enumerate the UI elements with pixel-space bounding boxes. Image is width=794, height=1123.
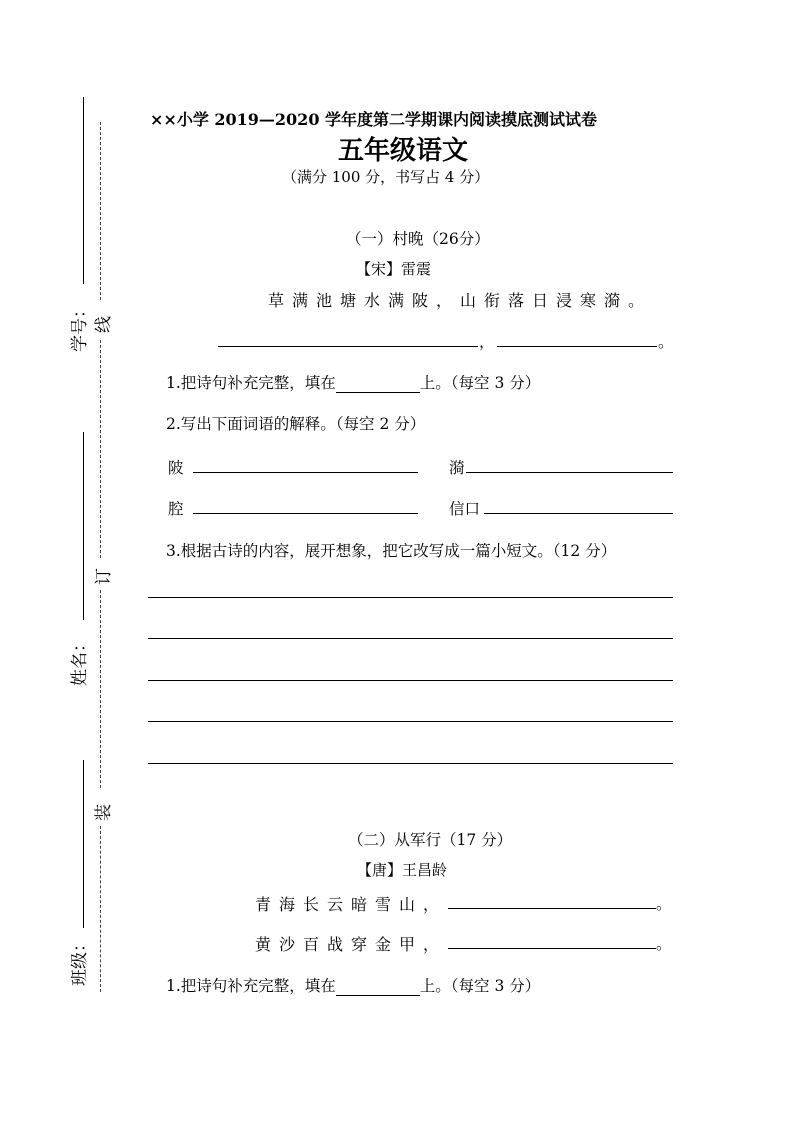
word-qiang-label: 腔 bbox=[168, 500, 184, 518]
section2-question1-text-after: 上。（每空 3 分） bbox=[419, 977, 541, 995]
writing-line-1[interactable] bbox=[148, 597, 673, 598]
word-bei-label: 陂 bbox=[168, 459, 184, 477]
section2-poem-blank-1[interactable] bbox=[448, 908, 656, 909]
section2-author: 【唐】王昌龄 bbox=[357, 861, 448, 879]
margin-line-class bbox=[83, 760, 84, 928]
question1-text-after: 上。（每空 3 分） bbox=[419, 374, 541, 392]
section2-poem-line1: 青海长云暗雪山， bbox=[255, 895, 448, 914]
section2-poem-blank-2[interactable] bbox=[448, 948, 656, 949]
section1-author: 【宋】雷震 bbox=[356, 260, 432, 278]
question1-text-before: 1.把诗句补充完整，填在 bbox=[166, 374, 336, 392]
name-label: 姓名： bbox=[70, 635, 90, 686]
poem-blank-comma: ， bbox=[479, 333, 495, 351]
binding-dashed-line-mid2 bbox=[100, 590, 101, 788]
margin-line-name bbox=[83, 432, 84, 620]
subject-title: 五年级语文 bbox=[338, 136, 469, 166]
section1-poem-line1: 草满池塘水满陂，山衔落日浸寒漪。 bbox=[268, 291, 653, 310]
word-xinkou-answer-line[interactable] bbox=[484, 513, 673, 514]
margin-line-student-id bbox=[83, 97, 84, 284]
poem-blank-2[interactable] bbox=[497, 346, 657, 347]
word-bei-answer-line[interactable] bbox=[193, 472, 418, 473]
binding-ding-label: 订 bbox=[94, 568, 114, 585]
section2-poem-line2: 黄沙百战穿金甲， bbox=[255, 935, 448, 954]
section2-question1-example-blank bbox=[336, 977, 420, 996]
section1-question2: 2.写出下面词语的解释。（每空 2 分） bbox=[166, 415, 426, 433]
word-yi-answer-line[interactable] bbox=[466, 472, 673, 473]
section2-question1-text-before: 1.把诗句补充完整，填在 bbox=[166, 977, 336, 995]
section1-heading: （一）村晚（26分） bbox=[346, 230, 490, 248]
section1-question3: 3.根据古诗的内容，展开想象，把它改写成一篇小短文。（12 分） bbox=[166, 542, 617, 560]
writing-line-3[interactable] bbox=[148, 680, 673, 681]
section1-question1 bbox=[166, 371, 540, 393]
section2-heading: （二）从军行（17 分） bbox=[348, 831, 513, 849]
binding-dashed-line-middle bbox=[100, 340, 101, 558]
writing-line-4[interactable] bbox=[148, 721, 673, 722]
question1-example-blank bbox=[336, 374, 420, 393]
writing-line-5[interactable] bbox=[148, 763, 673, 764]
poem-blank-period: 。 bbox=[658, 333, 674, 351]
class-label: 班级： bbox=[70, 935, 90, 986]
binding-zhuang-label: 装 bbox=[94, 804, 114, 821]
word-yi-label: 漪 bbox=[449, 459, 465, 477]
binding-dashed-line-top bbox=[100, 122, 101, 300]
word-qiang-answer-line[interactable] bbox=[193, 513, 418, 514]
binding-dashed-line-bottom bbox=[100, 826, 101, 992]
writing-line-2[interactable] bbox=[148, 638, 673, 639]
poem-blank-1[interactable] bbox=[218, 346, 478, 347]
score-note: （满分 100 分，书写占 4 分） bbox=[282, 168, 490, 186]
binding-xian-label: 线 bbox=[94, 316, 114, 333]
student-id-label: 学号： bbox=[70, 301, 90, 352]
word-xinkou-label: 信口 bbox=[449, 500, 481, 518]
section2-blank1-period: 。 bbox=[656, 895, 672, 913]
school-exam-title: ××小学 2019—2020 学年度第二学期课内阅读摸底测试试卷 bbox=[150, 110, 598, 129]
section2-question1 bbox=[166, 974, 540, 996]
section2-blank2-period: 。 bbox=[656, 935, 672, 953]
